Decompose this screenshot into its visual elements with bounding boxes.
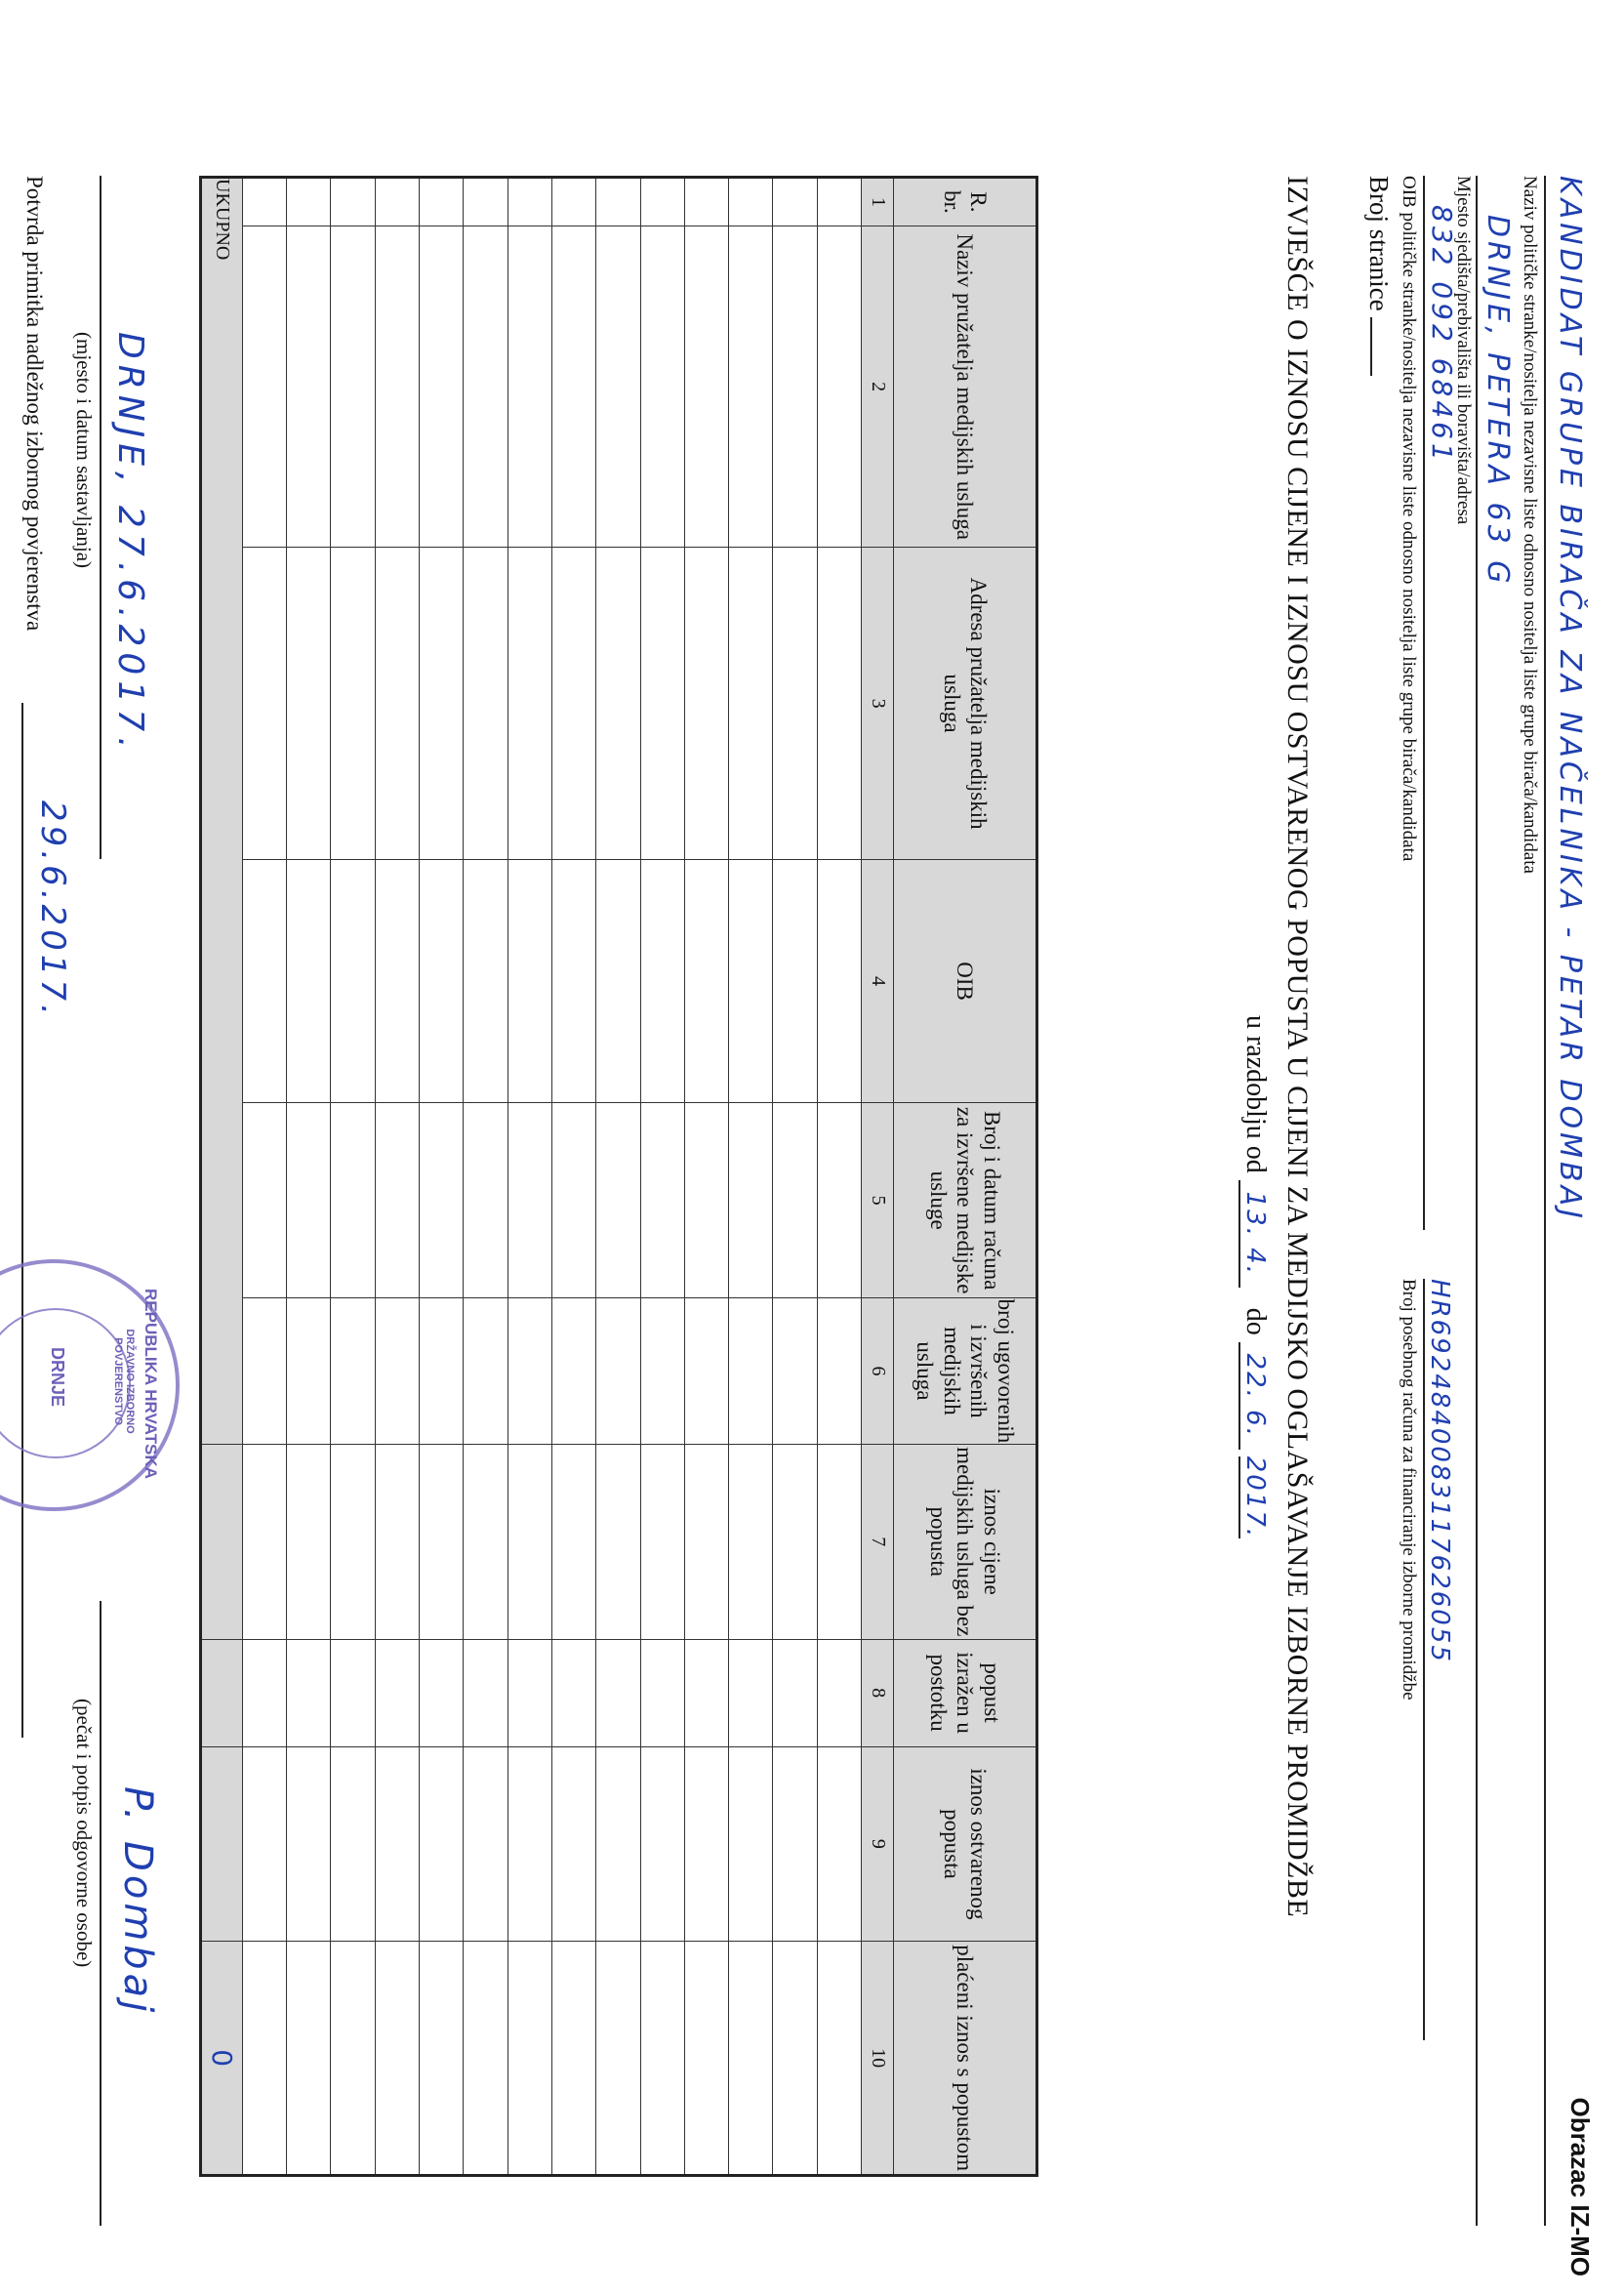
page-number-label-text: Broj stranice [1364, 176, 1394, 311]
place-date-value: DRNJE, 27.6.2017. [110, 332, 150, 755]
period-to: 22. 6. [1238, 1342, 1270, 1450]
column-number-row [862, 178, 894, 2176]
account-underline [1423, 1279, 1425, 2040]
account-value: HR6924840083117626055 [1425, 1279, 1454, 1663]
period-from: 13. 4. [1238, 1180, 1270, 1288]
col-header-4: OIB [894, 859, 1037, 1102]
table-row [773, 178, 817, 2176]
report-title: IZVJEŠĆE O IZNOSU CIJENE I IZNOSU OSTVARENOG POPUSTA U CIJENI ZA MEDIJSKO OGLAŠAVANJE IZBORNE PROMIDŽBE [1281, 176, 1314, 1918]
col-num-2: 2 [862, 226, 894, 547]
receipt-underline [21, 703, 23, 1738]
address-underline [1476, 176, 1478, 2226]
table-row [242, 178, 286, 2176]
col-header-7: iznos cijene medijskih usluga bez popusta [894, 1444, 1037, 1639]
table-row [420, 178, 464, 2176]
col-num-1: 1 [862, 178, 894, 226]
col-header-5: Broj i datum računa za izvršene medijske usluge [894, 1103, 1037, 1298]
header-row [894, 178, 1037, 2176]
col-num-8: 8 [862, 1639, 894, 1746]
party-value: KANDIDAT GRUPE BIRAČA ZA NAČELNIKA - PETAR DOMBAJ [1553, 176, 1587, 1222]
col-num-3: 3 [862, 548, 894, 859]
table-row [331, 178, 375, 2176]
period-prefix: u razdoblju od [1240, 1015, 1271, 1173]
table-row [817, 178, 861, 2176]
col-num-10: 10 [862, 1942, 894, 2176]
page-number-label [1363, 176, 1394, 376]
table-row [551, 178, 595, 2176]
period-year: 2017. [1240, 1456, 1270, 1539]
stamp-center: DRNJE [48, 1347, 67, 1408]
col-num-6: 6 [862, 1298, 894, 1445]
oib-underline [1423, 176, 1425, 1230]
table-row [684, 178, 728, 2176]
party-underline [1544, 176, 1546, 2226]
receipt-label: Potvrda primitka nadležnog izbornog povjerenstva [22, 176, 47, 632]
table-row [596, 178, 640, 2176]
oib-label: OIB političke stranke/nositelja nezavisne liste odnosno nositelja liste grupe birača/kandidata [1399, 176, 1419, 862]
total-label: UKUPNO [201, 178, 243, 1445]
table-row [640, 178, 684, 2176]
col-num-5: 5 [862, 1103, 894, 1298]
col-header-3: Adresa pružatelja medijskih usluga [894, 548, 1037, 859]
table-row [464, 178, 508, 2176]
col-header-9: iznos ostvarenog popusta [894, 1746, 1037, 1942]
col-header-6: broj ugovorenih i izvršenih medijskih usluga [894, 1298, 1037, 1445]
party-label: Naziv političke stranke/nositelja nezavisne liste odnosno nositelja liste grupe birača/kandidata [1520, 176, 1540, 874]
report-period [1238, 1015, 1271, 1538]
receipt-value: 29.6.2017. [33, 800, 72, 1019]
stamp-inner-top: DRŽAVNO IZBORNO POVJERENSTVO [112, 1329, 136, 1434]
stamp-outer-text: REPUBLIKA HRVATSKA [142, 1289, 160, 1479]
col-header-1: R. br. [894, 178, 1037, 226]
place-date-label: (mjesto i datum sastavljanja) [72, 332, 96, 569]
col-header-10: plaćeni iznos s popustom [894, 1942, 1037, 2176]
address-label: Mjesto sjedišta/prebivališta ili boravišta/adresa [1453, 176, 1474, 525]
form-code: Obrazac IZ-MO [1565, 2097, 1595, 2276]
table-row [729, 178, 773, 2176]
col-header-2: Naziv pružatelja medijskih usluga [894, 226, 1037, 547]
table-row [508, 178, 551, 2176]
col-header-8: popust izražen u postotku [894, 1639, 1037, 1746]
table-row [375, 178, 419, 2176]
signature-label: (pečat i potpis odgovorne osobe) [72, 1699, 96, 1968]
period-to-label: do [1240, 1307, 1271, 1335]
signature-value: P. Dombaj [115, 1786, 160, 2017]
col-num-9: 9 [862, 1746, 894, 1942]
table-row [287, 178, 331, 2176]
total-value: 0 [201, 1942, 243, 2176]
place-date-underline [100, 176, 102, 859]
col-num-7: 7 [862, 1444, 894, 1639]
total-row [201, 178, 243, 2176]
col-num-4: 4 [862, 859, 894, 1102]
address-value: DRNJE, PETERA 63 G [1481, 215, 1515, 588]
oib-value: 832 092 68461 [1426, 205, 1458, 465]
media-report-table [199, 176, 1038, 2177]
account-label: Broj posebnog računa za financiranje izborne promidžbe [1399, 1279, 1419, 1701]
signature-underline [100, 1601, 102, 2226]
